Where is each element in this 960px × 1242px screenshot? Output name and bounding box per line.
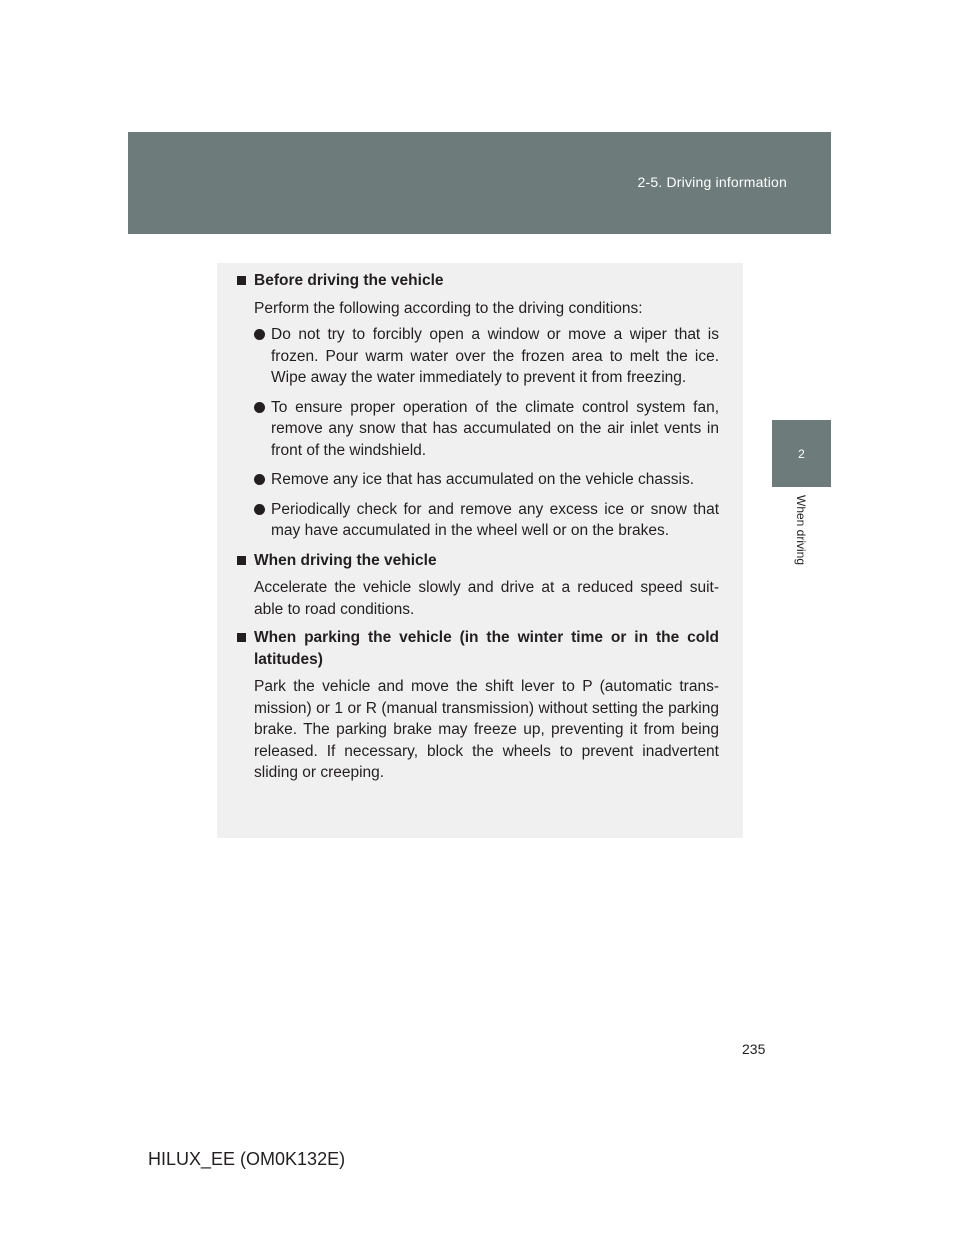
header-band	[128, 132, 831, 234]
bullet-text: Remove any ice that has accumulated on the vehicle chassis.	[271, 471, 695, 488]
round-bullet-icon	[254, 474, 265, 485]
bullet-list	[254, 324, 719, 542]
bullet-item	[254, 499, 719, 542]
item-title: Before driving the vehicle	[254, 272, 444, 289]
square-bullet-icon	[237, 633, 246, 642]
item-title: When parking the vehicle (in the winter time or in the cold latitudes)	[254, 629, 719, 668]
bullet-item	[254, 397, 719, 462]
item-text: Perform the following according to the driving conditions:	[254, 299, 643, 317]
chapter-side-label	[771, 487, 831, 597]
info-item-when-parking	[237, 627, 719, 784]
bullet-text: Periodically check for and remove any excess ice or snow that may have accumulated in the wheel well or on the brakes.	[271, 500, 719, 539]
bullet-item	[254, 324, 719, 389]
item-text: Accelerate the vehicle slowly and drive at a reduced speed suit-able to road conditions.	[254, 579, 719, 618]
page-number: 235	[742, 1041, 766, 1057]
round-bullet-icon	[254, 402, 265, 413]
item-title: When driving the vehicle	[254, 551, 437, 569]
info-item-before-driving	[237, 270, 719, 542]
item-text: Park the vehicle and move the shift lever to P (automatic trans-mission) or 1 or R (manual transmission) without setting the parking brake. The parking brake may freeze up, preventing it from being released. If necessary, block the wheels to prevent inadvertent sliding or creeping.	[254, 678, 719, 781]
section-title: 2-5. Driving information	[637, 174, 787, 190]
chapter-number-tab: 2	[772, 420, 831, 487]
round-bullet-icon	[254, 329, 265, 340]
square-bullet-icon	[237, 276, 246, 285]
chapter-label-text: When driving	[794, 495, 808, 566]
round-bullet-icon	[254, 504, 265, 515]
bullet-text: Do not try to forcibly open a window or move a wiper that is frozen. Pour warm water over the frozen area to melt the ice. Wipe away the water immediately to prevent it from freezing.	[271, 326, 719, 386]
info-content	[237, 270, 719, 791]
bullet-item	[254, 469, 719, 491]
document-code: HILUX_EE (OM0K132E)	[148, 1149, 346, 1169]
square-bullet-icon	[237, 556, 246, 565]
info-item-when-driving	[237, 550, 719, 621]
bullet-text: To ensure proper operation of the climate control system fan, remove any snow that has accumulated on the air inlet vents in front of the windshield.	[271, 398, 719, 459]
